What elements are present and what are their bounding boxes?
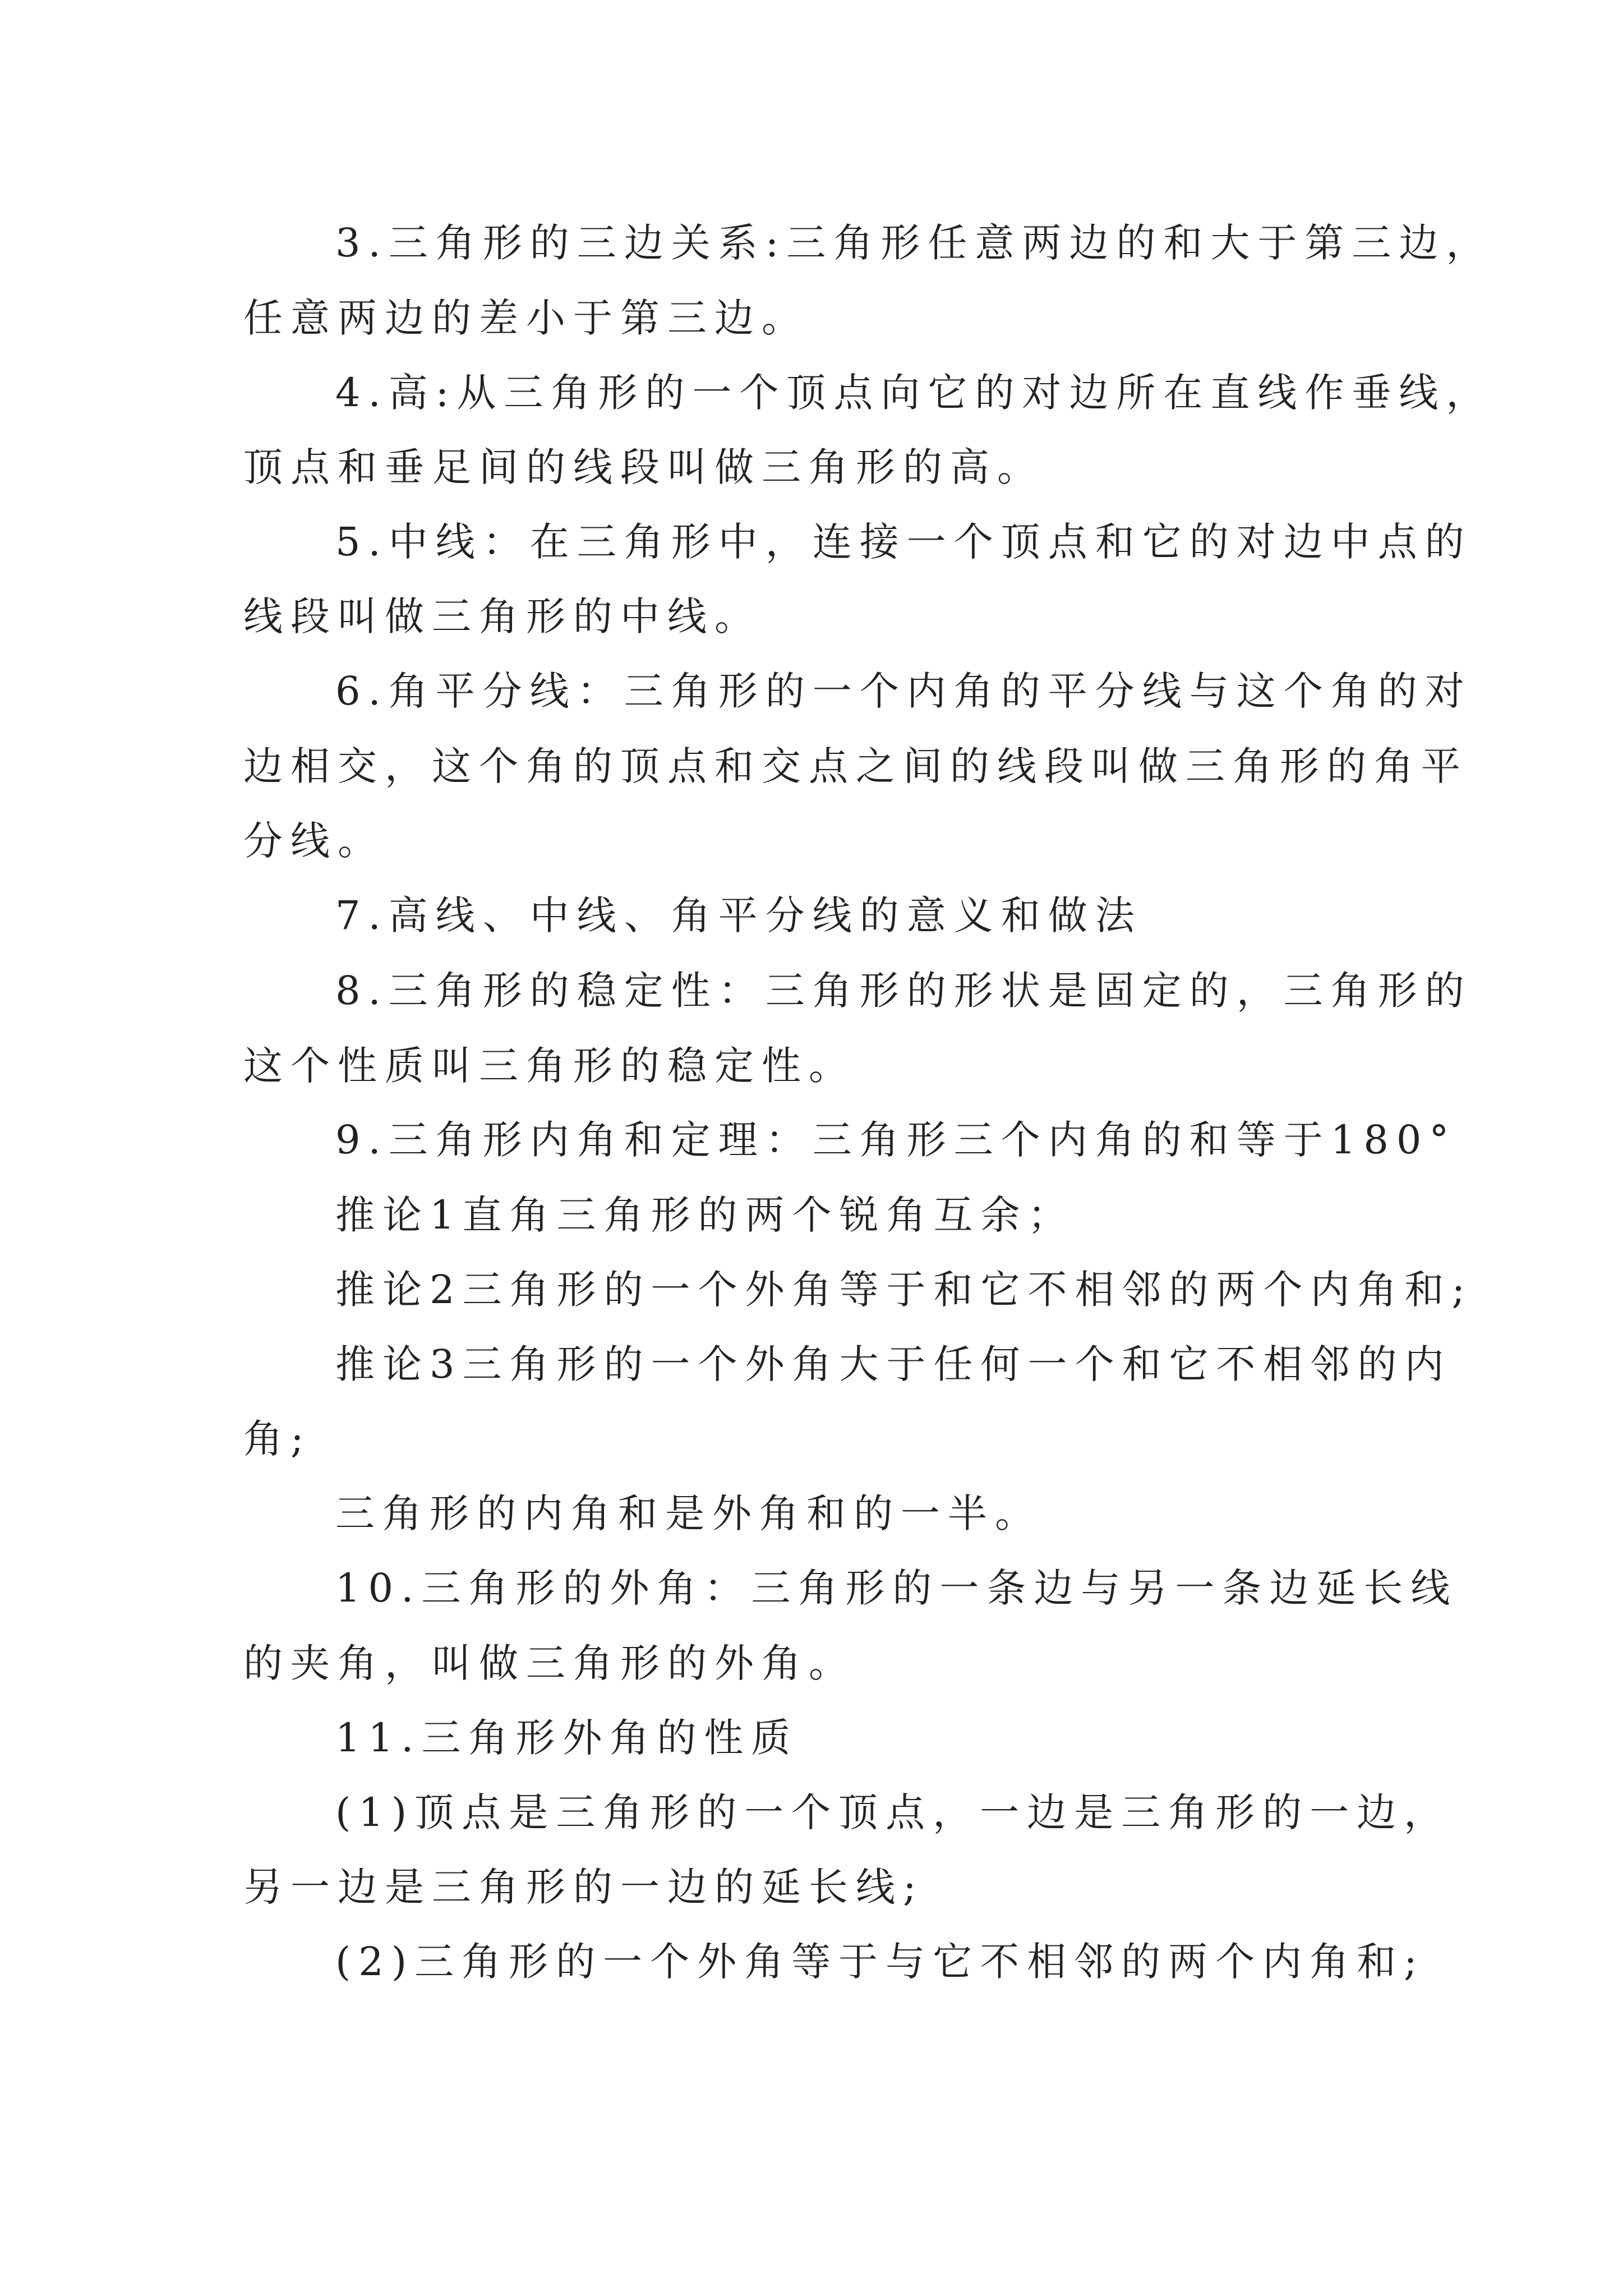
line-item-3-relation: 3.三角形的三边关系:三角形任意两边的和大于第三边，: [335, 220, 1493, 266]
line-property-2: (2)三角形的一个外角等于与它不相邻的两个内角和;: [335, 1939, 1425, 1985]
line-item-8-stability-cont: 这个性质叫三角形的稳定性。: [243, 1043, 856, 1089]
line-property-1: (1)顶点是三角形的一个顶点，一边是三角形的一边，: [335, 1789, 1451, 1835]
line-item-6-bisector: 6.角平分线：三角形的一个内角的平分线与这个角的对: [335, 668, 1472, 714]
line-item-6-bisector-end: 分线。: [243, 818, 385, 864]
line-item-6-bisector-cont: 边相交，这个角的顶点和交点之间的线段叫做三角形的角平: [243, 743, 1468, 789]
line-item-4-altitude-cont: 顶点和垂足间的线段叫做三角形的高。: [243, 444, 1044, 490]
line-item-8-stability: 8.三角形的稳定性：三角形的形状是固定的，三角形的: [335, 968, 1472, 1014]
line-angle-sum-note: 三角形的内角和是外角和的一半。: [335, 1490, 1042, 1536]
line-item-10-exterior: 10.三角形的外角：三角形的一条边与另一条边延长线: [335, 1565, 1458, 1611]
line-item-10-exterior-cont: 的夹角，叫做三角形的外角。: [243, 1640, 856, 1686]
line-item-9-angle-sum: 9.三角形内角和定理：三角形三个内角的和等于180°: [335, 1117, 1457, 1163]
line-item-5-median-cont: 线段叫做三角形的中线。: [243, 593, 762, 639]
line-item-11-properties: 11.三角形外角的性质: [335, 1715, 799, 1761]
line-corollary-3: 推论3三角形的一个外角大于任何一个和它不相邻的内: [335, 1341, 1452, 1387]
line-property-1-cont: 另一边是三角形的一边的延长线;: [243, 1864, 924, 1910]
line-item-5-median: 5.中线：在三角形中，连接一个顶点和它的对边中点的: [335, 519, 1472, 565]
line-corollary-2: 推论2三角形的一个外角等于和它不相邻的两个内角和;: [335, 1267, 1473, 1313]
line-item-7-methods: 7.高线、中线、角平分线的意义和做法: [335, 892, 1142, 938]
line-corollary-1: 推论1直角三角形的两个锐角互余；: [335, 1192, 1075, 1238]
line-corollary-3-cont: 角;: [243, 1416, 312, 1462]
line-item-3-relation-cont: 任意两边的差小于第三边。: [243, 295, 809, 341]
line-item-4-altitude: 4.高:从三角形的一个顶点向它的对边所在直线作垂线，: [335, 370, 1493, 416]
